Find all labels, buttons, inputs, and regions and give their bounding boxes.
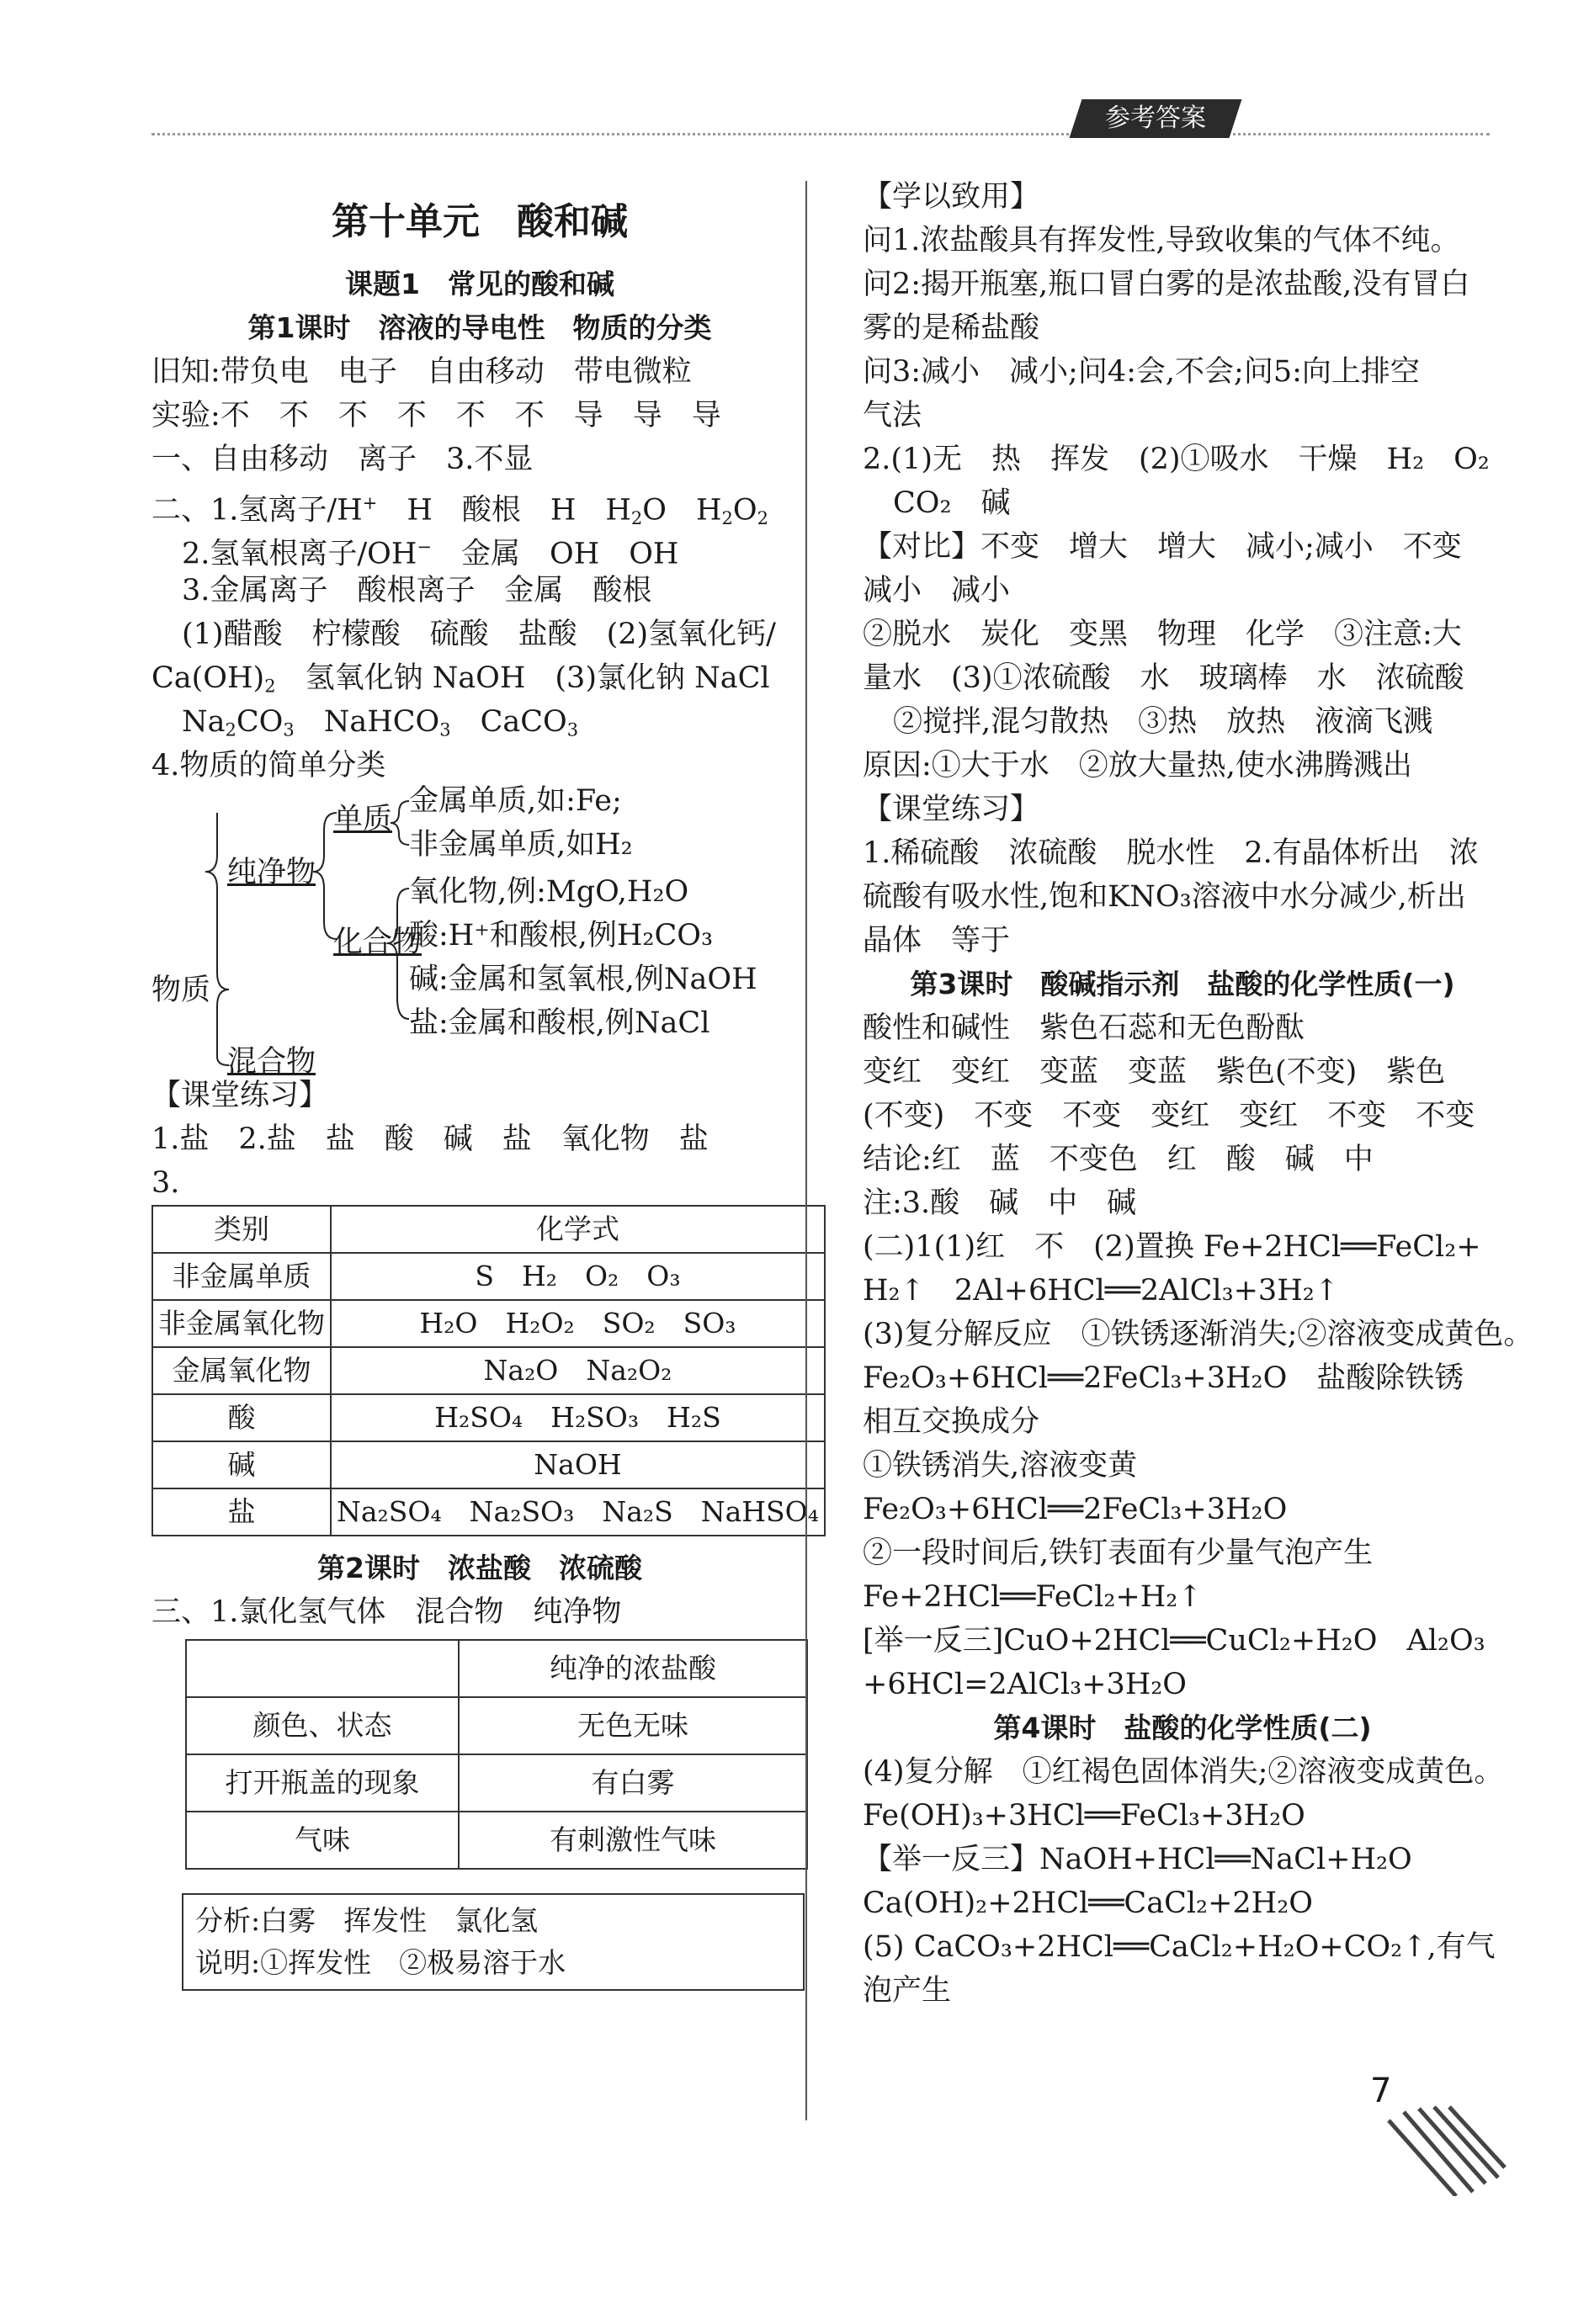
- classification-table: [151, 1205, 826, 1536]
- tree-nonmetal: 非金属单质,如H₂: [409, 828, 633, 862]
- text-line: 【学以致用】: [863, 180, 1040, 214]
- analysis-box: [182, 1893, 805, 1991]
- text-line: 硫酸有吸水性,饱和KNO₃溶液中水分减少,析出: [863, 880, 1466, 914]
- table-cell: H₂SO₄ H₂SO₃ H₂S: [331, 1394, 825, 1441]
- text-line: (3)复分解反应 ①铁锈逐渐消失;②溶液变成黄色。: [863, 1318, 1533, 1351]
- text-line: 一、自由移动 离子 3.不显: [151, 443, 534, 476]
- table-header: [186, 1640, 459, 1697]
- table-row: [186, 1812, 807, 1869]
- hcl-table: [185, 1639, 808, 1870]
- text-line: $Na_2CO_3$ NaHCO$_3$ CaCO$_3$: [182, 705, 579, 740]
- lesson1-title: 第1课时 溶液的导电性 物质的分类: [247, 311, 712, 344]
- text-line: 相互交换成分: [863, 1405, 1040, 1439]
- table-cell: 金属氧化物: [152, 1347, 331, 1394]
- right-column: [863, 175, 1533, 2013]
- table-cell: 非金属氧化物: [152, 1300, 331, 1347]
- text-line: 注:3.酸 碱 中 碱: [863, 1186, 1137, 1220]
- text-line: Fe+2HCl══FeCl₂+H₂↑: [863, 1580, 1203, 1614]
- text-line: (1)醋酸 柠檬酸 硫酸 盐酸 (2)氢氧化钙/: [182, 618, 776, 651]
- text-line: 酸性和碱性 紫色石蕊和无色酚酞: [863, 1011, 1305, 1045]
- text-line: 3.金属离子 酸根离子 金属 酸根: [182, 574, 652, 608]
- table-cell: 打开瓶盖的现象: [186, 1754, 459, 1812]
- text-line: (不变) 不变 不变 变红 变红 不变 不变: [863, 1099, 1475, 1133]
- text-line: 【课堂练习】: [863, 793, 1040, 826]
- text-line: 2.氢氧根离子/OH− 金属 OH OH: [182, 537, 679, 571]
- page-number: 7: [1370, 2072, 1392, 2110]
- table-row: [152, 1253, 825, 1300]
- text-line: CO₂ 碱: [893, 486, 1011, 520]
- table-row: [152, 1488, 825, 1536]
- table-cell: 非金属单质: [152, 1253, 331, 1300]
- table-cell: 有白雾: [459, 1754, 807, 1812]
- table-row: [152, 1394, 825, 1441]
- text-line: (5) CaCO₃+2HCl══CaCl₂+H₂O+CO₂↑,有气: [863, 1930, 1496, 1964]
- topic-title: 课题1 常见的酸和碱: [345, 268, 614, 300]
- text-line: 原因:①大于水 ②放大量热,使水沸腾溅出: [863, 749, 1412, 783]
- text-line: H₂↑ 2Al+6HCl══2AlCl₃+3H₂↑: [863, 1274, 1340, 1308]
- classification-tree: [151, 784, 808, 1079]
- text-line: 雾的是稀盐酸: [863, 311, 1040, 345]
- corner-stripes: [1380, 2104, 1507, 2196]
- tree-compounds: 化合物: [333, 926, 422, 959]
- table-header: 类别: [152, 1206, 331, 1253]
- text-line: 1.盐 2.盐 盐 酸 碱 盐 氧化物 盐: [151, 1122, 709, 1156]
- header-rule: [151, 133, 1490, 135]
- text-line: 1.稀硫酸 浓硫酸 脱水性 2.有晶体析出 浓: [863, 836, 1479, 870]
- table-cell: Na₂O Na₂O₂: [331, 1347, 825, 1394]
- lesson4-title: 第4课时 盐酸的化学性质(二): [993, 1711, 1372, 1744]
- text-line: Ca(OH)₂+2HCl══CaCl₂+2H₂O: [863, 1886, 1313, 1920]
- table-cell: 酸: [152, 1394, 331, 1441]
- tree-acid: 酸:H⁺和酸根,例H₂CO₃: [409, 919, 713, 952]
- tree-root: 物质: [151, 974, 211, 1007]
- text-line: 【举一反三】NaOH+HCl══NaCl+H₂O: [863, 1843, 1412, 1876]
- text-line: $Ca(OH)_2$ 氢氧化钠 NaOH (3)氯化钠 NaCl: [151, 661, 770, 697]
- practice-label: 【课堂练习】: [151, 1079, 329, 1112]
- text-line: 旧知:带负电 电子 自由移动 带电微粒: [151, 355, 692, 389]
- tree-metal: 金属单质,如:Fe;: [409, 784, 622, 818]
- text-line: Fe₂O₃+6HCl══2FeCl₃+3H₂O 盐酸除铁锈: [863, 1361, 1464, 1395]
- text-line: ②一段时间后,铁钉表面有少量气泡产生: [863, 1536, 1374, 1570]
- text-line: (4)复分解 ①红褐色固体消失;②溶液变成黄色。: [863, 1755, 1504, 1789]
- column-divider: [805, 181, 807, 2120]
- text-line: 三、1.氯化氢气体 混合物 纯净物: [151, 1595, 622, 1629]
- text-line: ①铁锈消失,溶液变黄: [863, 1449, 1138, 1483]
- text-line: 4.物质的简单分类: [151, 749, 386, 783]
- analysis-line: 分析:白雾 挥发性 氯化氢: [195, 1904, 539, 1937]
- tree-elements: 单质: [333, 803, 393, 836]
- text-line: 变红 变红 变蓝 变蓝 紫色(不变) 紫色: [863, 1055, 1446, 1089]
- text-line: ②搅拌,混匀散热 ③热 放热 液滴飞溅: [893, 705, 1433, 739]
- text-line: 量水 (3)①浓硫酸 水 玻璃棒 水 浓硫酸: [863, 661, 1464, 695]
- text-line: 问2:揭开瓶塞,瓶口冒白雾的是浓盐酸,没有冒白: [863, 268, 1470, 301]
- text-line: Fe(OH)₃+3HCl══FeCl₃+3H₂O: [863, 1799, 1305, 1833]
- lesson2-title: 第2课时 浓盐酸 浓硫酸: [317, 1552, 642, 1584]
- tree-oxide: 氧化物,例:MgO,H₂O: [409, 875, 689, 909]
- text-line: ②脱水 炭化 变黑 物理 化学 ③注意:大: [863, 618, 1462, 651]
- tree-salt: 盐:金属和酸根,例NaCl: [409, 1006, 710, 1040]
- table-row: [152, 1300, 825, 1347]
- text-line: [举一反三]CuO+2HCl══CuCl₂+H₂O Al₂O₃: [863, 1624, 1485, 1658]
- unit-title: 第十单元 酸和碱: [332, 200, 628, 243]
- table-cell: 有刺激性气味: [459, 1812, 807, 1869]
- table-cell: H₂O H₂O₂ SO₂ SO₃: [331, 1300, 825, 1347]
- text-line: 实验:不 不 不 不 不 不 导 导 导: [151, 399, 721, 432]
- table-header: 化学式: [331, 1206, 825, 1253]
- table-cell: NaOH: [331, 1441, 825, 1488]
- table-row: [152, 1347, 825, 1394]
- text-line: 泡产生: [863, 1974, 952, 2008]
- table-cell: Na₂SO₄ Na₂SO₃ Na₂S NaHSO₄: [331, 1488, 825, 1536]
- table-cell: 无色无味: [459, 1697, 807, 1754]
- left-column: [151, 187, 819, 1991]
- tree-pure: 纯净物: [227, 856, 316, 889]
- table-row: [186, 1754, 807, 1812]
- table-row: [186, 1697, 807, 1754]
- lesson3-title: 第3课时 酸碱指示剂 盐酸的化学性质(一): [910, 968, 1455, 1000]
- text-line: 结论:红 蓝 不变色 红 酸 碱 中: [863, 1143, 1374, 1176]
- header-tab: 参考答案: [1070, 99, 1242, 138]
- analysis-line: 说明:①挥发性 ②极易溶于水: [195, 1946, 566, 1979]
- text-line: 3.: [151, 1166, 180, 1200]
- table-header: 纯净的浓盐酸: [459, 1640, 807, 1697]
- text-line: 2.(1)无 热 挥发 (2)①吸水 干燥 H₂ O₂: [863, 443, 1490, 476]
- text-line: 晶体 等于: [863, 924, 1011, 958]
- text-line: Fe₂O₃+6HCl══2FeCl₃+3H₂O: [863, 1493, 1288, 1526]
- table-cell: 气味: [186, 1812, 459, 1869]
- tree-mixture: 混合物: [227, 1045, 316, 1079]
- text-line: 问3:减小 减小;问4:会,不会;问5:向上排空: [863, 355, 1420, 389]
- text-line: 问1.浓盐酸具有挥发性,导致收集的气体不纯。: [863, 224, 1460, 257]
- text-line: (二)1(1)红 不 (2)置换 Fe+2HCl══FeCl₂+: [863, 1230, 1481, 1264]
- text-line: 气法: [863, 399, 922, 432]
- text-line: +6HCl=2AlCl₃+3H₂O: [863, 1668, 1187, 1701]
- text-line: 【对比】不变 增大 增大 减小;减小 不变: [863, 530, 1462, 564]
- table-row: [152, 1441, 825, 1488]
- text-line: 减小 减小: [863, 574, 1011, 608]
- table-cell: 碱: [152, 1441, 331, 1488]
- table-cell: 颜色、状态: [186, 1697, 459, 1754]
- tree-base: 碱:金属和氢氧根,例NaOH: [409, 963, 757, 996]
- table-cell: 盐: [152, 1488, 331, 1536]
- table-cell: S H₂ O₂ O₃: [331, 1253, 825, 1300]
- text-line: 二、1.氢离子/H+ H 酸根 H $H_2O$ $H_2O_2$: [151, 493, 768, 528]
